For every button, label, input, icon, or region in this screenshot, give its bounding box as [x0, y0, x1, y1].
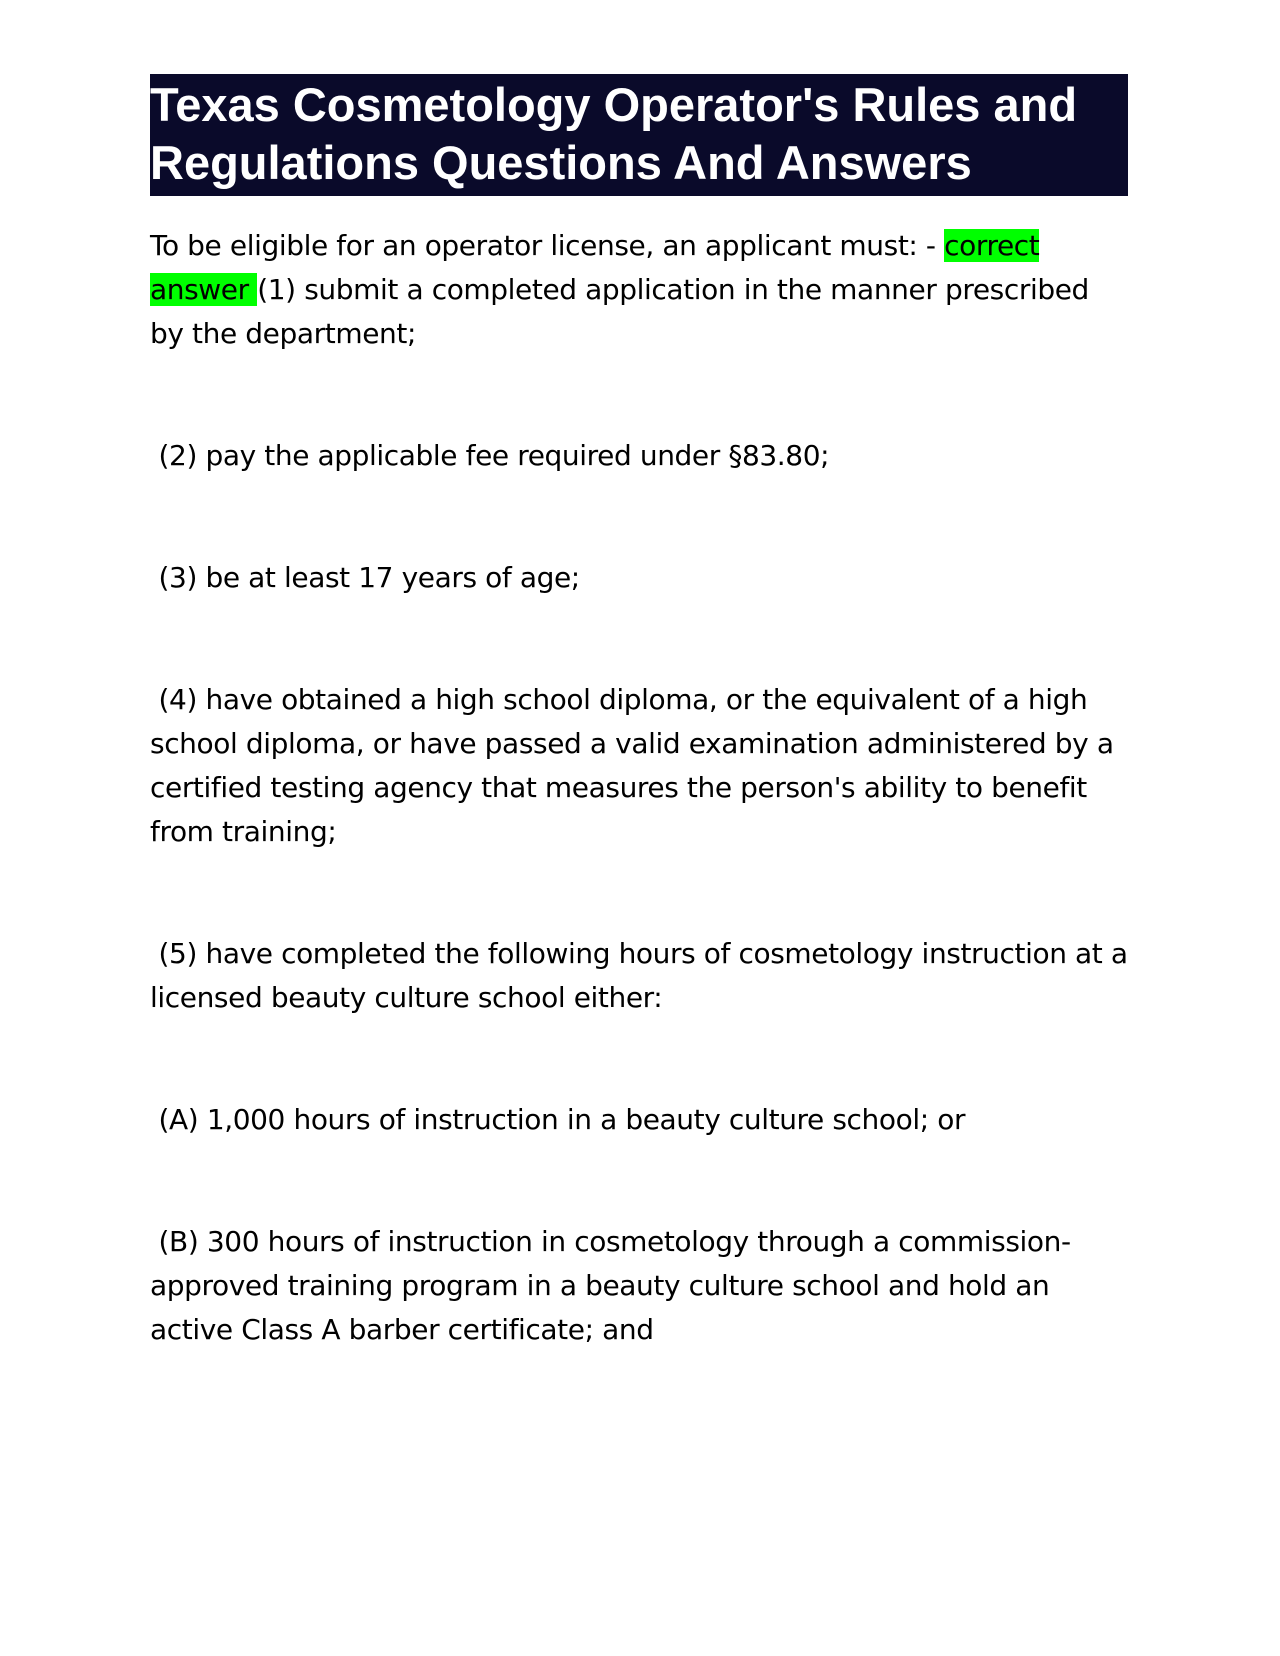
paragraph-gap: [150, 600, 1128, 678]
paragraph-gap: [150, 854, 1128, 932]
correct-answer-label: correct answer: [150, 229, 1040, 306]
answer-item-5a: (A) 1,000 hours of instruction in a beauty culture school; or: [150, 1103, 966, 1136]
answer-item-2: (2) pay the applicable fee required under §83.80;: [150, 439, 830, 472]
question-paragraph: [150, 224, 1128, 356]
paragraph-gap: [150, 356, 1128, 434]
answer-item-5: (5) have completed the following hours of cosmetology instruction at a licensed beauty culture school either:: [150, 937, 1137, 1014]
answer-item-4: (4) have obtained a high school diploma, or the equivalent of a high school diploma, or have passed a valid examination administered by a certified testing agency that measures the person's ability to benefit from training;: [150, 683, 1123, 848]
document-page: [150, 74, 1137, 1352]
document-body: [150, 224, 1137, 1352]
paragraph-gap: [150, 1142, 1128, 1220]
answer-item-1: (1) submit a completed application in the manner prescribed by the department;: [150, 273, 1089, 350]
paragraph-gap: [150, 478, 1128, 556]
paragraph-gap: [150, 1020, 1128, 1098]
document-title: Texas Cosmetology Operator's Rules and Regulations Questions And Answers: [150, 74, 1128, 196]
question-prompt: To be eligible for an operator license, an applicant must: -: [150, 229, 945, 262]
answer-item-5b: (B) 300 hours of instruction in cosmetology through a commission-approved training program in a beauty culture school and hold an active Class A barber certificate; and: [150, 1225, 1071, 1346]
answer-item-3: (3) be at least 17 years of age;: [150, 561, 580, 594]
